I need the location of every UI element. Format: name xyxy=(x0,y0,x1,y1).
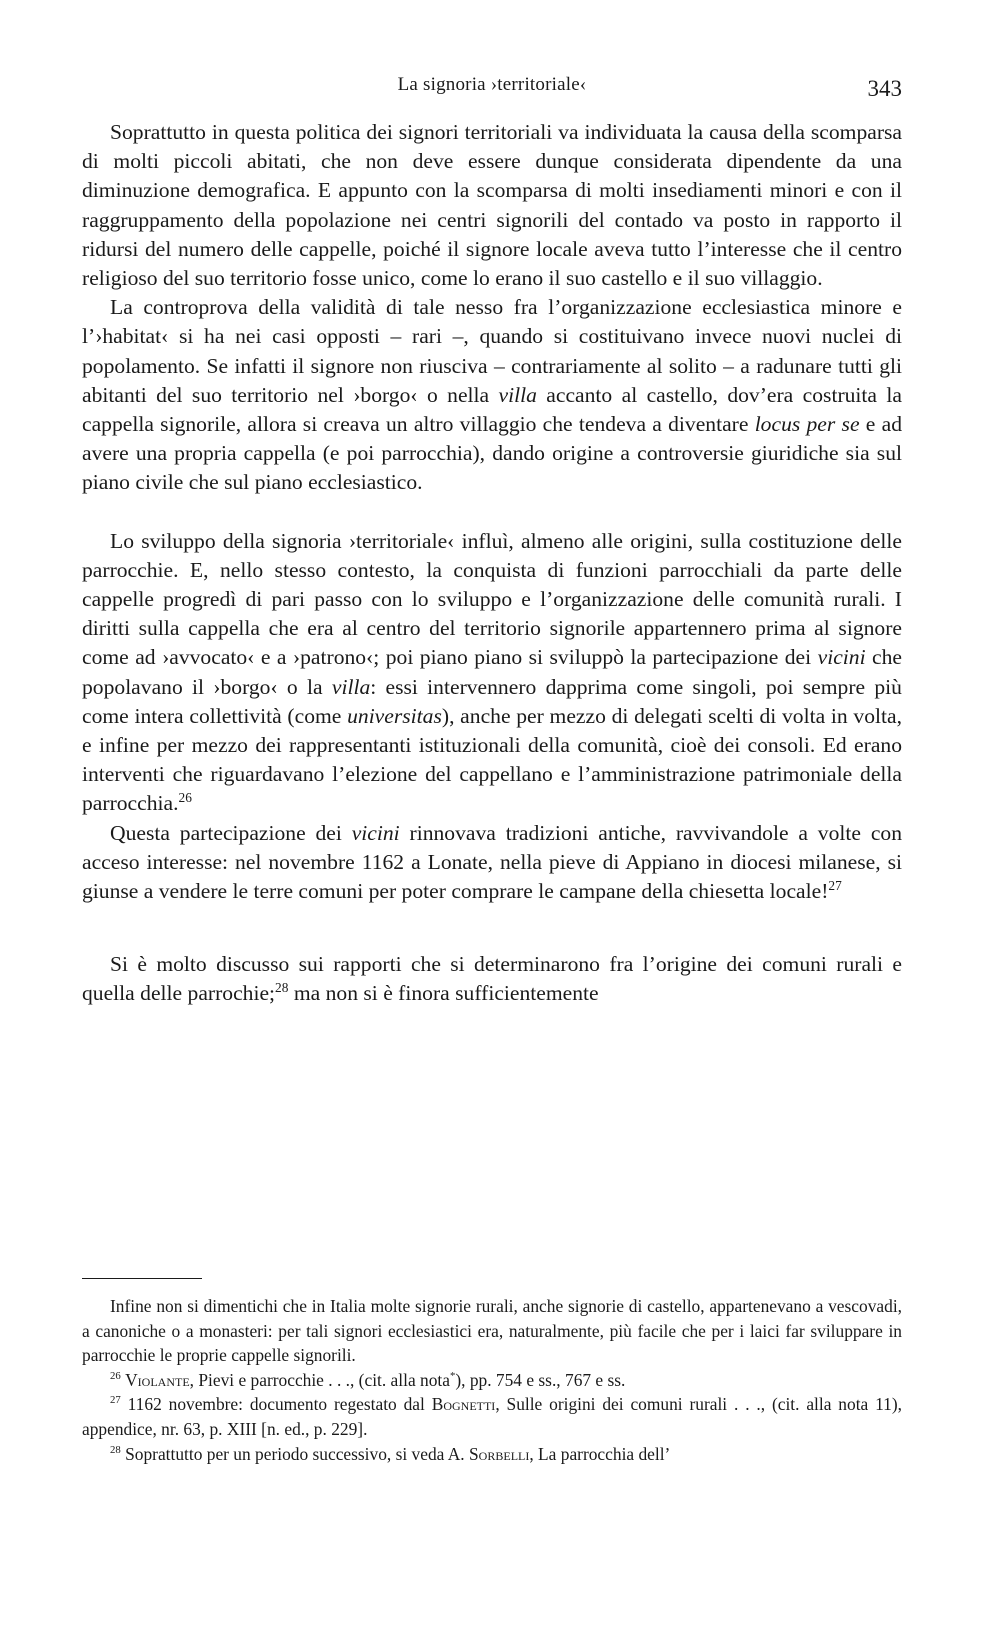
paragraph-5-text: Si è molto discusso sui rapporti che si determinarono fra l’origine dei comuni rurali e quella delle parrochie; xyxy=(82,952,902,1006)
footnote-ref-26[interactable]: 26 xyxy=(178,790,192,806)
footnotes xyxy=(82,1294,902,1466)
footnote-text: , Sulle origini dei comuni rurali . . ., (cit. alla nota 11), appendice, nr. 63, p. XIII [n. ed., p. 229]. xyxy=(82,1394,902,1439)
footnote-text: Soprattutto per un periodo successivo, si veda A. xyxy=(120,1443,470,1464)
paragraph-2-text: e ad avere una propria cappella (e poi parrocchia), dando origine a controversie giuridiche sia sul piano civile che sul piano ecclesiastico. xyxy=(82,412,902,495)
paragraph-3-text: Lo sviluppo della signoria ›territoriale‹ influì, almeno alle origini, sulla costituzione delle parrocchie. E, nello stesso contesto, la conquista di funzioni parrocchiali da parte delle cappelle progredì di pari passo con lo sviluppo e l’organizzazione delle comunità rurali. I diritti sulla cappella che era al centro del territorio signorile appartennero prima al signore come ad ›avvocato‹ e a ›patrono‹; poi piano piano si sviluppò la partecipazione dei xyxy=(82,528,902,670)
term-villa: villa xyxy=(498,382,537,407)
footnote-author: Violante xyxy=(125,1369,190,1390)
footnote-28 xyxy=(82,1442,902,1467)
paragraph-5 xyxy=(82,950,902,1008)
footnote-26 xyxy=(82,1368,902,1393)
page-header xyxy=(82,64,902,104)
paragraph-3-text: che popolavano il ›borgo‹ o la xyxy=(82,645,903,699)
footnote-author: Bognetti xyxy=(431,1394,496,1415)
footnote-text: , Pievi e parrocchie . . ., (cit. alla nota xyxy=(189,1369,450,1390)
paragraph-1 xyxy=(82,118,902,293)
paragraph-3-text: ), anche per mezzo di delegati scelti di volta in volta, e infine per mezzo dei rappresentanti istituzionali della comunità, cioè dei consoli. Ed erano interventi che riguardavano l’elezione del cappellano e l’amministrazione patrimoniale della parrocchia. xyxy=(82,703,902,816)
footnote-number: 26 xyxy=(110,1369,121,1382)
running-title: La signoria ›territoriale‹ xyxy=(397,74,587,95)
footnote-star: * xyxy=(449,1369,456,1382)
term-universitas: universitas xyxy=(347,703,442,728)
paragraph-4-text: rinnovava tradizioni antiche, ravvivandole a volte con acceso interesse: nel novembre 1162 a Lonate, nella pieve di Appiano in diocesi milanese, si giunse a vendere le terre comuni per poter comprare le campane della chiesetta locale! xyxy=(82,820,902,904)
paragraph-4-text: Questa partecipazione dei xyxy=(110,820,352,845)
footnote-text: , La parrocchia dell’ xyxy=(529,1443,671,1464)
footnote-number: 27 xyxy=(110,1394,121,1407)
body-text xyxy=(82,118,902,1009)
footnote-continuation-text: Infine non si dimentichi che in Italia molte signorie rurali, anche signorie di castello, appartenevano a vescovadi, a canoniche o a monasteri: per tali signori ecclesiastici era, naturalmente, più facile che per i laici far sviluppare in parrocchie le proprie cappelle signorili. xyxy=(82,1296,902,1366)
paragraph-3-text: : essi intervennero dapprima come singoli, poi sempre più come intera collettività (come xyxy=(82,674,902,728)
footnote-author: Sorbelli xyxy=(469,1443,530,1464)
term-vicini: vicini xyxy=(817,645,866,670)
footnote-text: ), pp. 754 e ss., 767 e ss. xyxy=(455,1369,626,1390)
page-number: 343 xyxy=(867,76,902,101)
term-villa: villa xyxy=(331,674,371,699)
paragraph-1-text: Soprattutto in questa politica dei signori territoriali va individuata la causa della scomparsa di molti piccoli abitati, che non deve essere dunque considerata dipendente da una diminuzione demografica. E appunto con la scomparsa di molti insediamenti minori e con il raggruppamento della popolazione nei centri signorili del contado va posto in rapporto il ridursi del numero delle cappelle, poiché il signore locale aveva tutto l’interesse che il centro religioso del suo territorio fosse unico, come lo erano il suo castello e il suo villaggio. xyxy=(82,120,902,291)
footnote-divider xyxy=(82,1278,202,1279)
footnote-ref-27[interactable]: 27 xyxy=(828,877,842,893)
term-locus-per-se: locus per se xyxy=(754,412,860,437)
footnote-27 xyxy=(82,1392,902,1441)
paragraph-5-text: ma non si è finora sufficientemente xyxy=(288,981,599,1006)
paragraph-3 xyxy=(82,527,902,819)
footnote-number: 28 xyxy=(110,1443,121,1456)
footnote-text: 1162 novembre: documento regestato dal xyxy=(120,1394,432,1415)
footnote-ref-28[interactable]: 28 xyxy=(275,980,289,996)
paragraph-2-text: accanto al castello, dov’era costruita la cappella signorile, allora si creava un altro villaggio che tendeva a diventare xyxy=(82,382,902,437)
paragraph-2-text: La controprova della validità di tale nesso fra l’organizzazione ecclesiastica minore e l’›habitat‹ si ha nei casi opposti – rari –, quando si costituivano invece nuovi nuclei di popolamento. Se infatti il signore non riusciva – contrariamente al solito – a radunare tutti gli abitanti del suo territorio nel ›borgo‹ o nella xyxy=(82,295,902,407)
paragraph-2 xyxy=(82,293,902,497)
footnote-continuation xyxy=(82,1294,902,1368)
paragraph-4 xyxy=(82,819,902,907)
term-vicini: vicini xyxy=(351,820,400,845)
